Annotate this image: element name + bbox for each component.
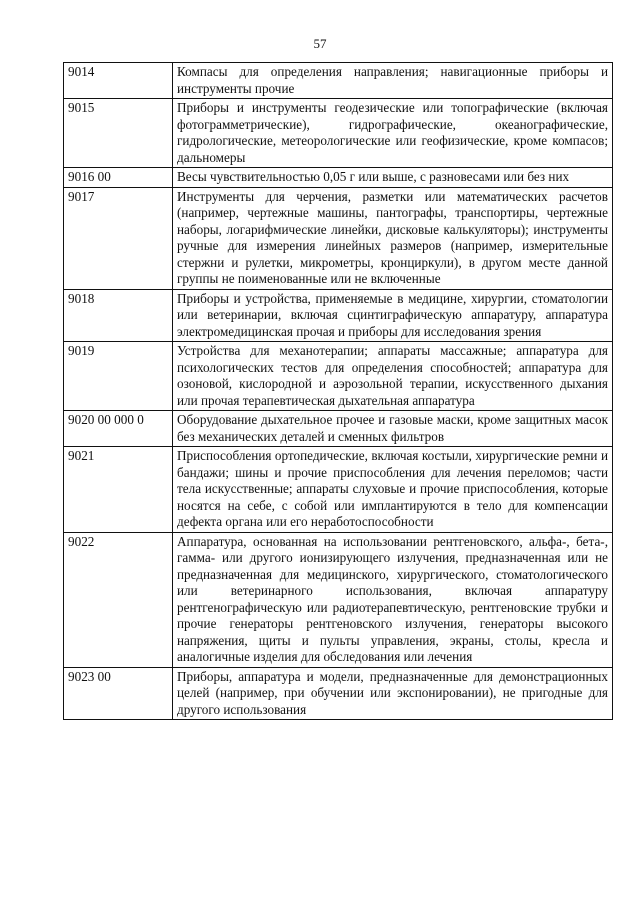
description-cell: Весы чувствительностью 0,05 г или выше, с разновесами или без них xyxy=(173,168,613,188)
description-cell: Аппаратура, основанная на использовании рентгеновского, альфа-, бета-, гамма- или другого ионизирующего излучения, предназначенная или не предназначенная для медицинского, хирургического, стоматологического или ветеринарного использования, включая аппаратуру рентгенографическую или радиотерапевтическую, рентгеновские трубки и прочие генераторы рентгеновского излучения, генераторы высокого напряжения, щиты и пульты управления, экраны, столы, кресла и аналогичные изделия для обследования или лечения xyxy=(173,532,613,667)
code-cell: 9023 00 xyxy=(64,667,173,720)
description-cell: Устройства для механотерапии; аппараты массажные; аппаратура для психологических тестов для определения способностей; аппаратура для озоновой, кислородной и аэрозольной терапии, искусственного дыхания или прочая терапевтическая дыхательная аппаратура xyxy=(173,342,613,411)
description-cell: Приспособления ортопедические, включая костыли, хирургические ремни и бандажи; шины и прочие приспособления для лечения переломов; части тела искусственные; аппараты слуховые и прочие приспособления, которые носятся на себе, с собой или имплантируются в тело для компенсации дефекта органа или его неработоспособности xyxy=(173,447,613,533)
table-row xyxy=(64,411,613,447)
code-cell: 9016 00 xyxy=(64,168,173,188)
table-row xyxy=(64,447,613,533)
table-row xyxy=(64,342,613,411)
commodity-code-table xyxy=(63,62,613,720)
table-row xyxy=(64,99,613,168)
table-row xyxy=(64,63,613,99)
table-row xyxy=(64,667,613,720)
code-cell: 9022 xyxy=(64,532,173,667)
description-cell: Приборы, аппаратура и модели, предназначенные для демонстрационных целей (например, при обучении или экспонировании), не пригодные для другого использования xyxy=(173,667,613,720)
table-row xyxy=(64,289,613,342)
code-cell: 9020 00 000 0 xyxy=(64,411,173,447)
code-cell: 9018 xyxy=(64,289,173,342)
description-cell: Оборудование дыхательное прочее и газовые маски, кроме защитных масок без механических деталей и сменных фильтров xyxy=(173,411,613,447)
description-cell: Приборы и инструменты геодезические или топографические (включая фотограмметрические), гидрографические, океанографические, гидрологические, метеорологические или геофизические, кроме компасов; дальномеры xyxy=(173,99,613,168)
table-row xyxy=(64,168,613,188)
code-cell: 9021 xyxy=(64,447,173,533)
description-cell: Приборы и устройства, применяемые в медицине, хирургии, стоматологии или ветеринарии, включая сцинтиграфическую аппаратуру, аппаратура электромедицинская прочая и приборы для исследования зрения xyxy=(173,289,613,342)
table-row xyxy=(64,532,613,667)
code-cell: 9015 xyxy=(64,99,173,168)
code-cell: 9014 xyxy=(64,63,173,99)
code-cell: 9017 xyxy=(64,187,173,289)
description-cell: Инструменты для черчения, разметки или математических расчетов (например, чертежные машины, пантографы, транспортиры, чертежные наборы, логарифмические линейки, дисковые калькуляторы); инструменты ручные для измерения линейных размеров (например, измерительные стержни и рулетки, микрометры, кронциркули), в другом месте данной группы не поименованные или не включенные xyxy=(173,187,613,289)
table-row xyxy=(64,187,613,289)
page-number: 57 xyxy=(313,36,327,51)
description-cell: Компасы для определения направления; навигационные приборы и инструменты прочие xyxy=(173,63,613,99)
code-cell: 9019 xyxy=(64,342,173,411)
